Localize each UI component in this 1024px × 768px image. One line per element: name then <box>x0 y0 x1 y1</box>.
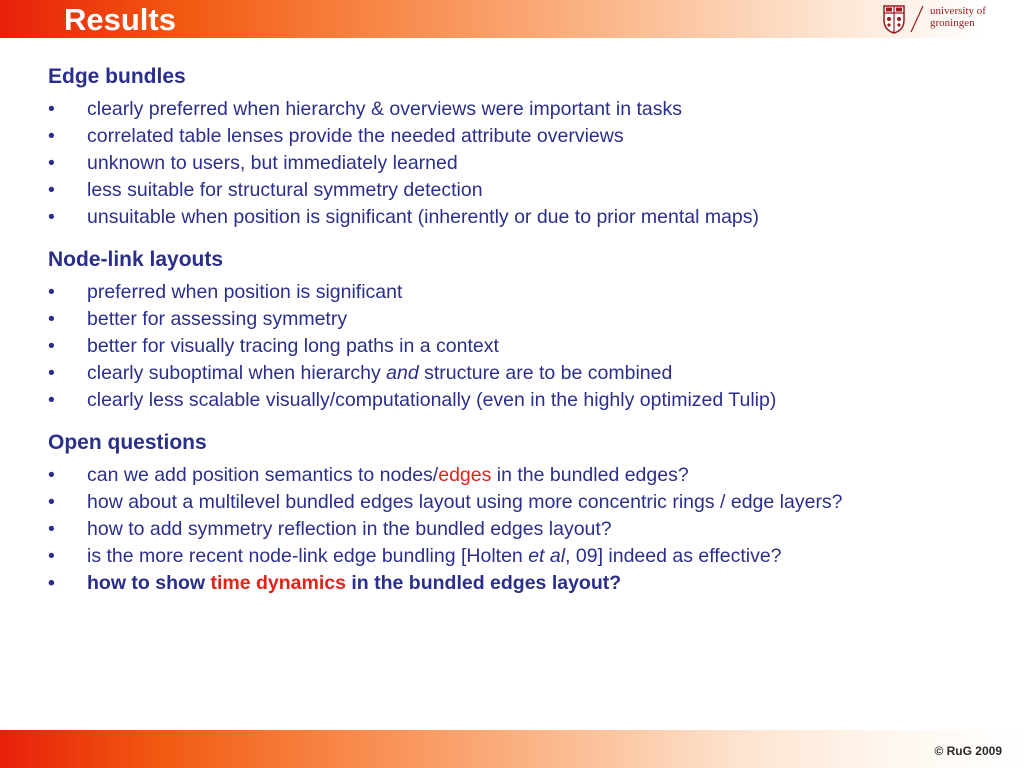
bullet-item: • less suitable for structural symmetry detection <box>48 177 1008 204</box>
bullet-text: how to show <box>87 572 211 594</box>
bullet-item: • how about a multilevel bundled edges layout using more concentric rings / edge layers? <box>48 489 1008 516</box>
slide-title: Results <box>64 2 176 37</box>
section-title: Open questions <box>48 431 207 454</box>
bullet-text: clearly suboptimal when hierarchy <box>87 362 387 384</box>
bullet-item: • unsuitable when position is significant (inherently or due to prior mental maps) <box>48 204 1008 231</box>
bullet-item: • clearly less scalable visually/computationally (even in the highly optimized Tulip) <box>48 387 1008 414</box>
bullet-italic-text: et al <box>528 545 566 567</box>
bullet-item <box>48 570 1008 597</box>
bullet-item: • unknown to users, but immediately learned <box>48 150 1008 177</box>
bullet-italic-text: and <box>386 362 419 384</box>
copyright-text: © RuG 2009 <box>934 744 1002 758</box>
bullet-list <box>48 462 1008 597</box>
bullet-text: , 09] indeed as effective? <box>565 545 782 567</box>
bullet-highlight-text: edges <box>438 464 492 486</box>
section-title: Node-link layouts <box>48 248 224 271</box>
bullet-item: • better for visually tracing long paths in a context <box>48 333 1008 360</box>
section-edge-bundles <box>48 62 1008 231</box>
bullet-item <box>48 462 1008 489</box>
section-title: Edge bundles <box>48 65 186 88</box>
bullet-item: • how to add symmetry reflection in the bundled edges layout? <box>48 516 1008 543</box>
bullet-text: in the bundled edges? <box>491 464 689 486</box>
bullet-text: is the more recent node-link edge bundling [Holten <box>87 545 529 567</box>
section-node-link-layouts <box>48 245 1008 414</box>
bullet-item <box>48 543 1008 570</box>
university-name-line2: groningen <box>930 17 975 29</box>
bullet-text: structure are to be combined <box>418 362 673 384</box>
bullet-item <box>48 360 1008 387</box>
content <box>48 62 1008 597</box>
bullet-list <box>48 96 1008 231</box>
bullet-item: • preferred when position is significant <box>48 279 1008 306</box>
logo-slash-icon <box>908 4 926 34</box>
bullet-text: in the bundled edges layout? <box>345 572 622 594</box>
bullet-highlight-text: time dynamics <box>210 572 346 594</box>
bullet-item: • better for assessing symmetry <box>48 306 1008 333</box>
university-crest-icon <box>882 4 906 34</box>
university-name-line1: university of <box>930 5 986 17</box>
university-name <box>930 5 986 29</box>
university-logo <box>880 2 1010 36</box>
section-open-questions <box>48 428 1008 597</box>
bullet-list <box>48 279 1008 414</box>
bullet-item: • correlated table lenses provide the needed attribute overviews <box>48 123 1008 150</box>
bullet-text: can we add position semantics to nodes/ <box>87 464 439 486</box>
bullet-item: • clearly preferred when hierarchy & overviews were important in tasks <box>48 96 1008 123</box>
footer-bar <box>0 730 1024 768</box>
